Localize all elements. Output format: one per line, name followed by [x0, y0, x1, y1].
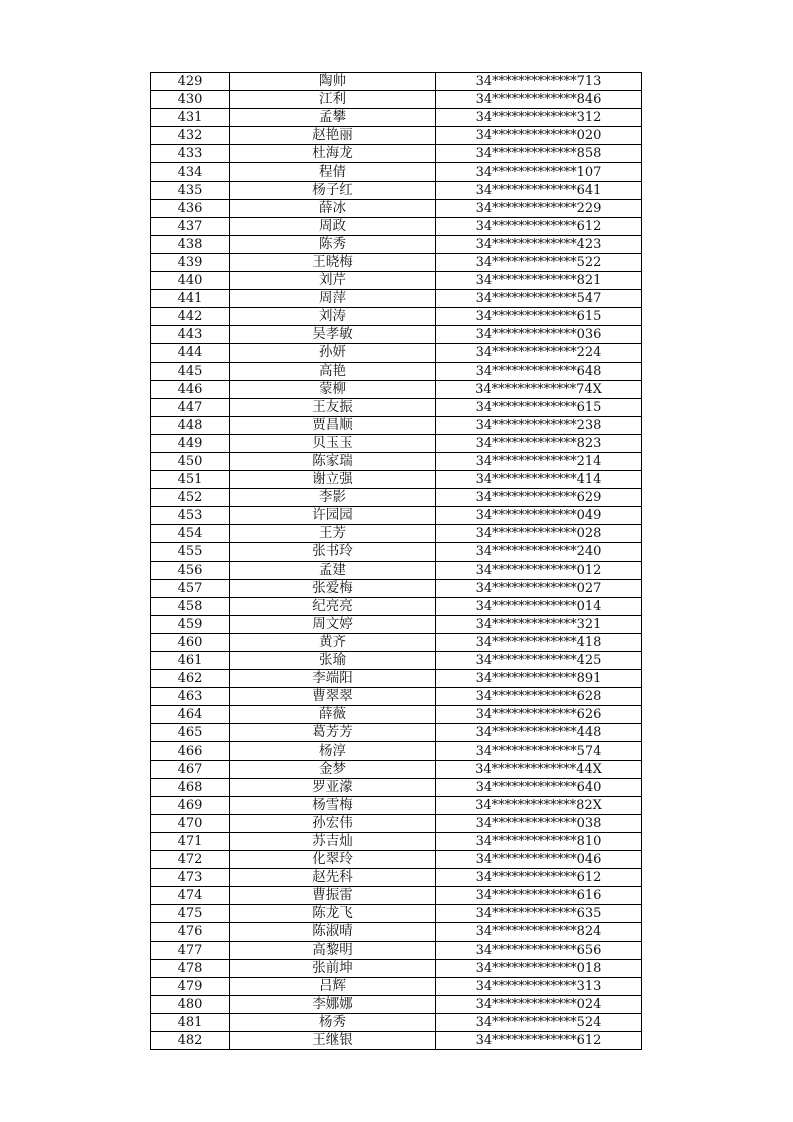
row-number-cell: 441	[151, 290, 230, 308]
table-row	[151, 380, 642, 398]
row-number-cell: 446	[151, 380, 230, 398]
name-cell: 高艳	[230, 362, 436, 380]
row-number-cell: 462	[151, 670, 230, 688]
id-number-cell: 34*************018	[436, 959, 642, 977]
id-number-cell: 34*************640	[436, 778, 642, 796]
row-number-cell: 445	[151, 362, 230, 380]
row-number-cell: 476	[151, 923, 230, 941]
row-number-cell: 465	[151, 724, 230, 742]
table-row	[151, 923, 642, 941]
row-number-cell: 448	[151, 416, 230, 434]
name-cell: 杨子红	[230, 181, 436, 199]
name-cell: 周政	[230, 217, 436, 235]
id-number-cell: 34*************312	[436, 109, 642, 127]
table-row	[151, 760, 642, 778]
name-cell: 杨淳	[230, 742, 436, 760]
name-cell: 葛芳芳	[230, 724, 436, 742]
name-cell: 张爱梅	[230, 579, 436, 597]
row-number-cell: 436	[151, 199, 230, 217]
table-row	[151, 724, 642, 742]
row-number-cell: 466	[151, 742, 230, 760]
id-number-cell: 34*************547	[436, 290, 642, 308]
name-cell: 陈家瑞	[230, 452, 436, 470]
table-row	[151, 615, 642, 633]
table-row	[151, 235, 642, 253]
table-row	[151, 851, 642, 869]
name-cell: 刘芹	[230, 272, 436, 290]
table-row	[151, 398, 642, 416]
name-cell: 张书玲	[230, 543, 436, 561]
name-cell: 曹振雷	[230, 887, 436, 905]
id-number-cell: 34*************44X	[436, 760, 642, 778]
table-row	[151, 706, 642, 724]
row-number-cell: 470	[151, 814, 230, 832]
name-cell: 罗亚濛	[230, 778, 436, 796]
name-cell: 杨秀	[230, 1013, 436, 1031]
row-number-cell: 456	[151, 561, 230, 579]
row-number-cell: 477	[151, 941, 230, 959]
table-row	[151, 633, 642, 651]
id-number-cell: 34*************425	[436, 652, 642, 670]
id-number-cell: 34*************313	[436, 977, 642, 995]
name-cell: 李端阳	[230, 670, 436, 688]
table-row	[151, 290, 642, 308]
row-number-cell: 452	[151, 489, 230, 507]
name-cell: 杨雪梅	[230, 796, 436, 814]
name-cell: 曹翠翠	[230, 688, 436, 706]
table-row	[151, 253, 642, 271]
id-number-cell: 34*************448	[436, 724, 642, 742]
id-number-cell: 34*************024	[436, 995, 642, 1013]
id-number-cell: 34*************648	[436, 362, 642, 380]
id-number-cell: 34*************74X	[436, 380, 642, 398]
table-row	[151, 109, 642, 127]
name-cell: 王友振	[230, 398, 436, 416]
table-row	[151, 941, 642, 959]
table-row	[151, 326, 642, 344]
row-number-cell: 464	[151, 706, 230, 724]
table-row	[151, 452, 642, 470]
name-cell: 杜海龙	[230, 145, 436, 163]
id-number-cell: 34*************046	[436, 851, 642, 869]
row-number-cell: 463	[151, 688, 230, 706]
table-row	[151, 344, 642, 362]
name-cell: 李娜娜	[230, 995, 436, 1013]
row-number-cell: 438	[151, 235, 230, 253]
id-number-cell: 34*************238	[436, 416, 642, 434]
table-row	[151, 579, 642, 597]
table-row	[151, 796, 642, 814]
table-row	[151, 814, 642, 832]
id-number-cell: 34*************612	[436, 217, 642, 235]
id-number-cell: 34*************628	[436, 688, 642, 706]
id-number-cell: 34*************858	[436, 145, 642, 163]
row-number-cell: 429	[151, 73, 230, 91]
table-row	[151, 416, 642, 434]
table-row	[151, 525, 642, 543]
id-number-cell: 34*************612	[436, 869, 642, 887]
id-number-cell: 34*************615	[436, 308, 642, 326]
name-cell: 高黎明	[230, 941, 436, 959]
row-number-cell: 454	[151, 525, 230, 543]
table-row	[151, 434, 642, 452]
table-row	[151, 778, 642, 796]
table-row	[151, 959, 642, 977]
roster-table	[150, 72, 642, 1050]
table-row	[151, 652, 642, 670]
row-number-cell: 469	[151, 796, 230, 814]
id-number-cell: 34*************641	[436, 181, 642, 199]
table-row	[151, 272, 642, 290]
name-cell: 张前坤	[230, 959, 436, 977]
name-cell: 周萍	[230, 290, 436, 308]
table-row	[151, 507, 642, 525]
name-cell: 贝玉玉	[230, 434, 436, 452]
row-number-cell: 447	[151, 398, 230, 416]
table-row	[151, 905, 642, 923]
row-number-cell: 437	[151, 217, 230, 235]
id-number-cell: 34*************524	[436, 1013, 642, 1031]
id-number-cell: 34*************891	[436, 670, 642, 688]
name-cell: 王芳	[230, 525, 436, 543]
row-number-cell: 475	[151, 905, 230, 923]
name-cell: 陶帅	[230, 73, 436, 91]
table-row	[151, 742, 642, 760]
name-cell: 王继银	[230, 1031, 436, 1049]
row-number-cell: 451	[151, 471, 230, 489]
name-cell: 金梦	[230, 760, 436, 778]
name-cell: 贾昌顺	[230, 416, 436, 434]
row-number-cell: 431	[151, 109, 230, 127]
row-number-cell: 444	[151, 344, 230, 362]
name-cell: 刘涛	[230, 308, 436, 326]
name-cell: 吴孝敏	[230, 326, 436, 344]
name-cell: 赵艳丽	[230, 127, 436, 145]
name-cell: 孟攀	[230, 109, 436, 127]
name-cell: 李影	[230, 489, 436, 507]
name-cell: 赵先科	[230, 869, 436, 887]
table-row	[151, 217, 642, 235]
name-cell: 吕辉	[230, 977, 436, 995]
id-number-cell: 34*************229	[436, 199, 642, 217]
id-number-cell: 34*************82X	[436, 796, 642, 814]
id-number-cell: 34*************038	[436, 814, 642, 832]
row-number-cell: 482	[151, 1031, 230, 1049]
row-number-cell: 480	[151, 995, 230, 1013]
name-cell: 化翠玲	[230, 851, 436, 869]
name-cell: 孟建	[230, 561, 436, 579]
id-number-cell: 34*************224	[436, 344, 642, 362]
row-number-cell: 459	[151, 615, 230, 633]
id-number-cell: 34*************626	[436, 706, 642, 724]
row-number-cell: 453	[151, 507, 230, 525]
table-row	[151, 73, 642, 91]
name-cell: 黄齐	[230, 633, 436, 651]
row-number-cell: 450	[151, 452, 230, 470]
id-number-cell: 34*************321	[436, 615, 642, 633]
name-cell: 周文婷	[230, 615, 436, 633]
table-row	[151, 181, 642, 199]
table-row	[151, 1031, 642, 1049]
id-number-cell: 34*************214	[436, 452, 642, 470]
row-number-cell: 440	[151, 272, 230, 290]
id-number-cell: 34*************014	[436, 597, 642, 615]
row-number-cell: 481	[151, 1013, 230, 1031]
table-row	[151, 597, 642, 615]
roster-table-body	[151, 73, 642, 1050]
row-number-cell: 435	[151, 181, 230, 199]
id-number-cell: 34*************635	[436, 905, 642, 923]
row-number-cell: 430	[151, 91, 230, 109]
table-row	[151, 91, 642, 109]
id-number-cell: 34*************012	[436, 561, 642, 579]
id-number-cell: 34*************615	[436, 398, 642, 416]
row-number-cell: 433	[151, 145, 230, 163]
name-cell: 纪亮亮	[230, 597, 436, 615]
table-row	[151, 145, 642, 163]
id-number-cell: 34*************629	[436, 489, 642, 507]
table-row	[151, 163, 642, 181]
name-cell: 薛冰	[230, 199, 436, 217]
id-number-cell: 34*************616	[436, 887, 642, 905]
table-row	[151, 887, 642, 905]
row-number-cell: 474	[151, 887, 230, 905]
table-row	[151, 127, 642, 145]
table-row	[151, 670, 642, 688]
name-cell: 许园园	[230, 507, 436, 525]
table-row	[151, 199, 642, 217]
id-number-cell: 34*************823	[436, 434, 642, 452]
table-row	[151, 471, 642, 489]
id-number-cell: 34*************522	[436, 253, 642, 271]
id-number-cell: 34*************240	[436, 543, 642, 561]
table-row	[151, 688, 642, 706]
name-cell: 程倩	[230, 163, 436, 181]
id-number-cell: 34*************423	[436, 235, 642, 253]
row-number-cell: 434	[151, 163, 230, 181]
id-number-cell: 34*************810	[436, 832, 642, 850]
row-number-cell: 442	[151, 308, 230, 326]
row-number-cell: 479	[151, 977, 230, 995]
id-number-cell: 34*************049	[436, 507, 642, 525]
table-row	[151, 832, 642, 850]
row-number-cell: 457	[151, 579, 230, 597]
table-row	[151, 561, 642, 579]
id-number-cell: 34*************574	[436, 742, 642, 760]
id-number-cell: 34*************821	[436, 272, 642, 290]
id-number-cell: 34*************414	[436, 471, 642, 489]
row-number-cell: 439	[151, 253, 230, 271]
row-number-cell: 449	[151, 434, 230, 452]
row-number-cell: 460	[151, 633, 230, 651]
table-row	[151, 977, 642, 995]
name-cell: 孙妍	[230, 344, 436, 362]
table-row	[151, 489, 642, 507]
table-row	[151, 362, 642, 380]
row-number-cell: 458	[151, 597, 230, 615]
row-number-cell: 472	[151, 851, 230, 869]
name-cell: 江利	[230, 91, 436, 109]
row-number-cell: 432	[151, 127, 230, 145]
name-cell: 谢立强	[230, 471, 436, 489]
id-number-cell: 34*************027	[436, 579, 642, 597]
row-number-cell: 455	[151, 543, 230, 561]
table-row	[151, 869, 642, 887]
row-number-cell: 461	[151, 652, 230, 670]
name-cell: 薛薇	[230, 706, 436, 724]
id-number-cell: 34*************824	[436, 923, 642, 941]
id-number-cell: 34*************656	[436, 941, 642, 959]
row-number-cell: 473	[151, 869, 230, 887]
table-row	[151, 1013, 642, 1031]
id-number-cell: 34*************612	[436, 1031, 642, 1049]
name-cell: 陈淑晴	[230, 923, 436, 941]
name-cell: 陈秀	[230, 235, 436, 253]
name-cell: 蒙柳	[230, 380, 436, 398]
table-row	[151, 543, 642, 561]
name-cell: 王晓梅	[230, 253, 436, 271]
row-number-cell: 471	[151, 832, 230, 850]
row-number-cell: 467	[151, 760, 230, 778]
name-cell: 陈龙飞	[230, 905, 436, 923]
table-row	[151, 308, 642, 326]
row-number-cell: 478	[151, 959, 230, 977]
id-number-cell: 34*************028	[436, 525, 642, 543]
id-number-cell: 34*************107	[436, 163, 642, 181]
name-cell: 张瑜	[230, 652, 436, 670]
table-row	[151, 995, 642, 1013]
id-number-cell: 34*************418	[436, 633, 642, 651]
id-number-cell: 34*************713	[436, 73, 642, 91]
id-number-cell: 34*************036	[436, 326, 642, 344]
name-cell: 苏吉灿	[230, 832, 436, 850]
row-number-cell: 468	[151, 778, 230, 796]
row-number-cell: 443	[151, 326, 230, 344]
name-cell: 孙宏伟	[230, 814, 436, 832]
id-number-cell: 34*************846	[436, 91, 642, 109]
id-number-cell: 34*************020	[436, 127, 642, 145]
